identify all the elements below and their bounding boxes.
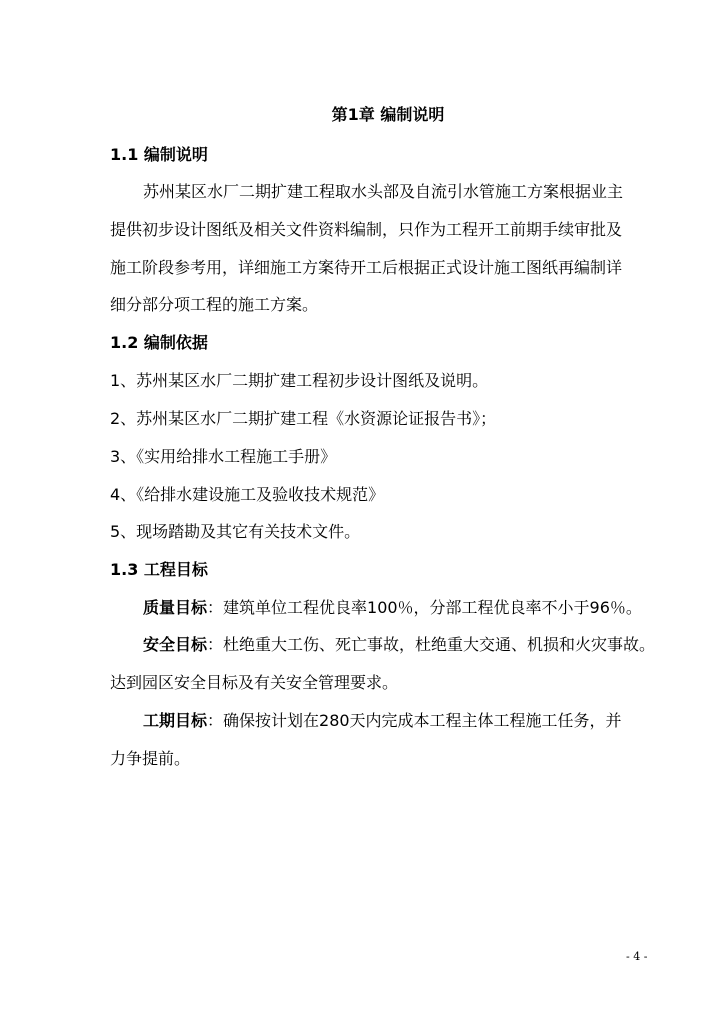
list-item: 2、苏州某区水厂二期扩建工程《水资源论证报告书》； <box>110 409 497 428</box>
paragraph-line: 施工阶段参考用，详细施工方案待开工后根据正式设计施工图纸再编制详 <box>110 258 623 277</box>
safety-target-continuation: 达到园区安全目标及有关安全管理要求。 <box>110 673 399 692</box>
list-item: 3、《实用给排水工程施工手册》 <box>110 447 337 466</box>
list-item: 5、现场踏勘及其它有关技术文件。 <box>110 522 361 541</box>
safety-target <box>143 634 655 656</box>
safety-target-label: 安全目标 <box>143 635 208 654</box>
safety-target-text: ：杜绝重大工伤、死亡事故，杜绝重大交通、机损和火灾事故。 <box>207 635 656 654</box>
paragraph-line: 苏州某区水厂二期扩建工程取水头部及自流引水管施工方案根据业主 <box>143 182 624 201</box>
section-heading-1-1: 1.1 编制说明 <box>110 145 208 164</box>
list-item: 1、苏州某区水厂二期扩建工程初步设计图纸及说明。 <box>110 371 489 390</box>
section-heading-1-2: 1.2 编制依据 <box>110 333 208 352</box>
quality-target-label: 质量目标 <box>143 598 208 617</box>
page-number: - 4 - <box>626 950 648 963</box>
chapter-title: 第1章 编制说明 <box>331 105 445 124</box>
schedule-target-continuation: 力争提前。 <box>110 749 191 768</box>
quality-target <box>143 597 642 619</box>
section-heading-1-3: 1.3 工程目标 <box>110 560 208 579</box>
paragraph-line: 细分部分项工程的施工方案。 <box>110 295 319 314</box>
schedule-target <box>143 710 622 732</box>
quality-target-text: ：建筑单位工程优良率100％，分部工程优良率不小于96％。 <box>207 598 642 617</box>
schedule-target-text: ：确保按计划在280天内完成本工程主体工程施工任务，并 <box>207 711 622 730</box>
paragraph-line: 提供初步设计图纸及相关文件资料编制，只作为工程开工前期手续审批及 <box>110 220 623 239</box>
schedule-target-label: 工期目标 <box>143 711 208 730</box>
list-item: 4、《给排水建设施工及验收技术规范》 <box>110 485 385 504</box>
